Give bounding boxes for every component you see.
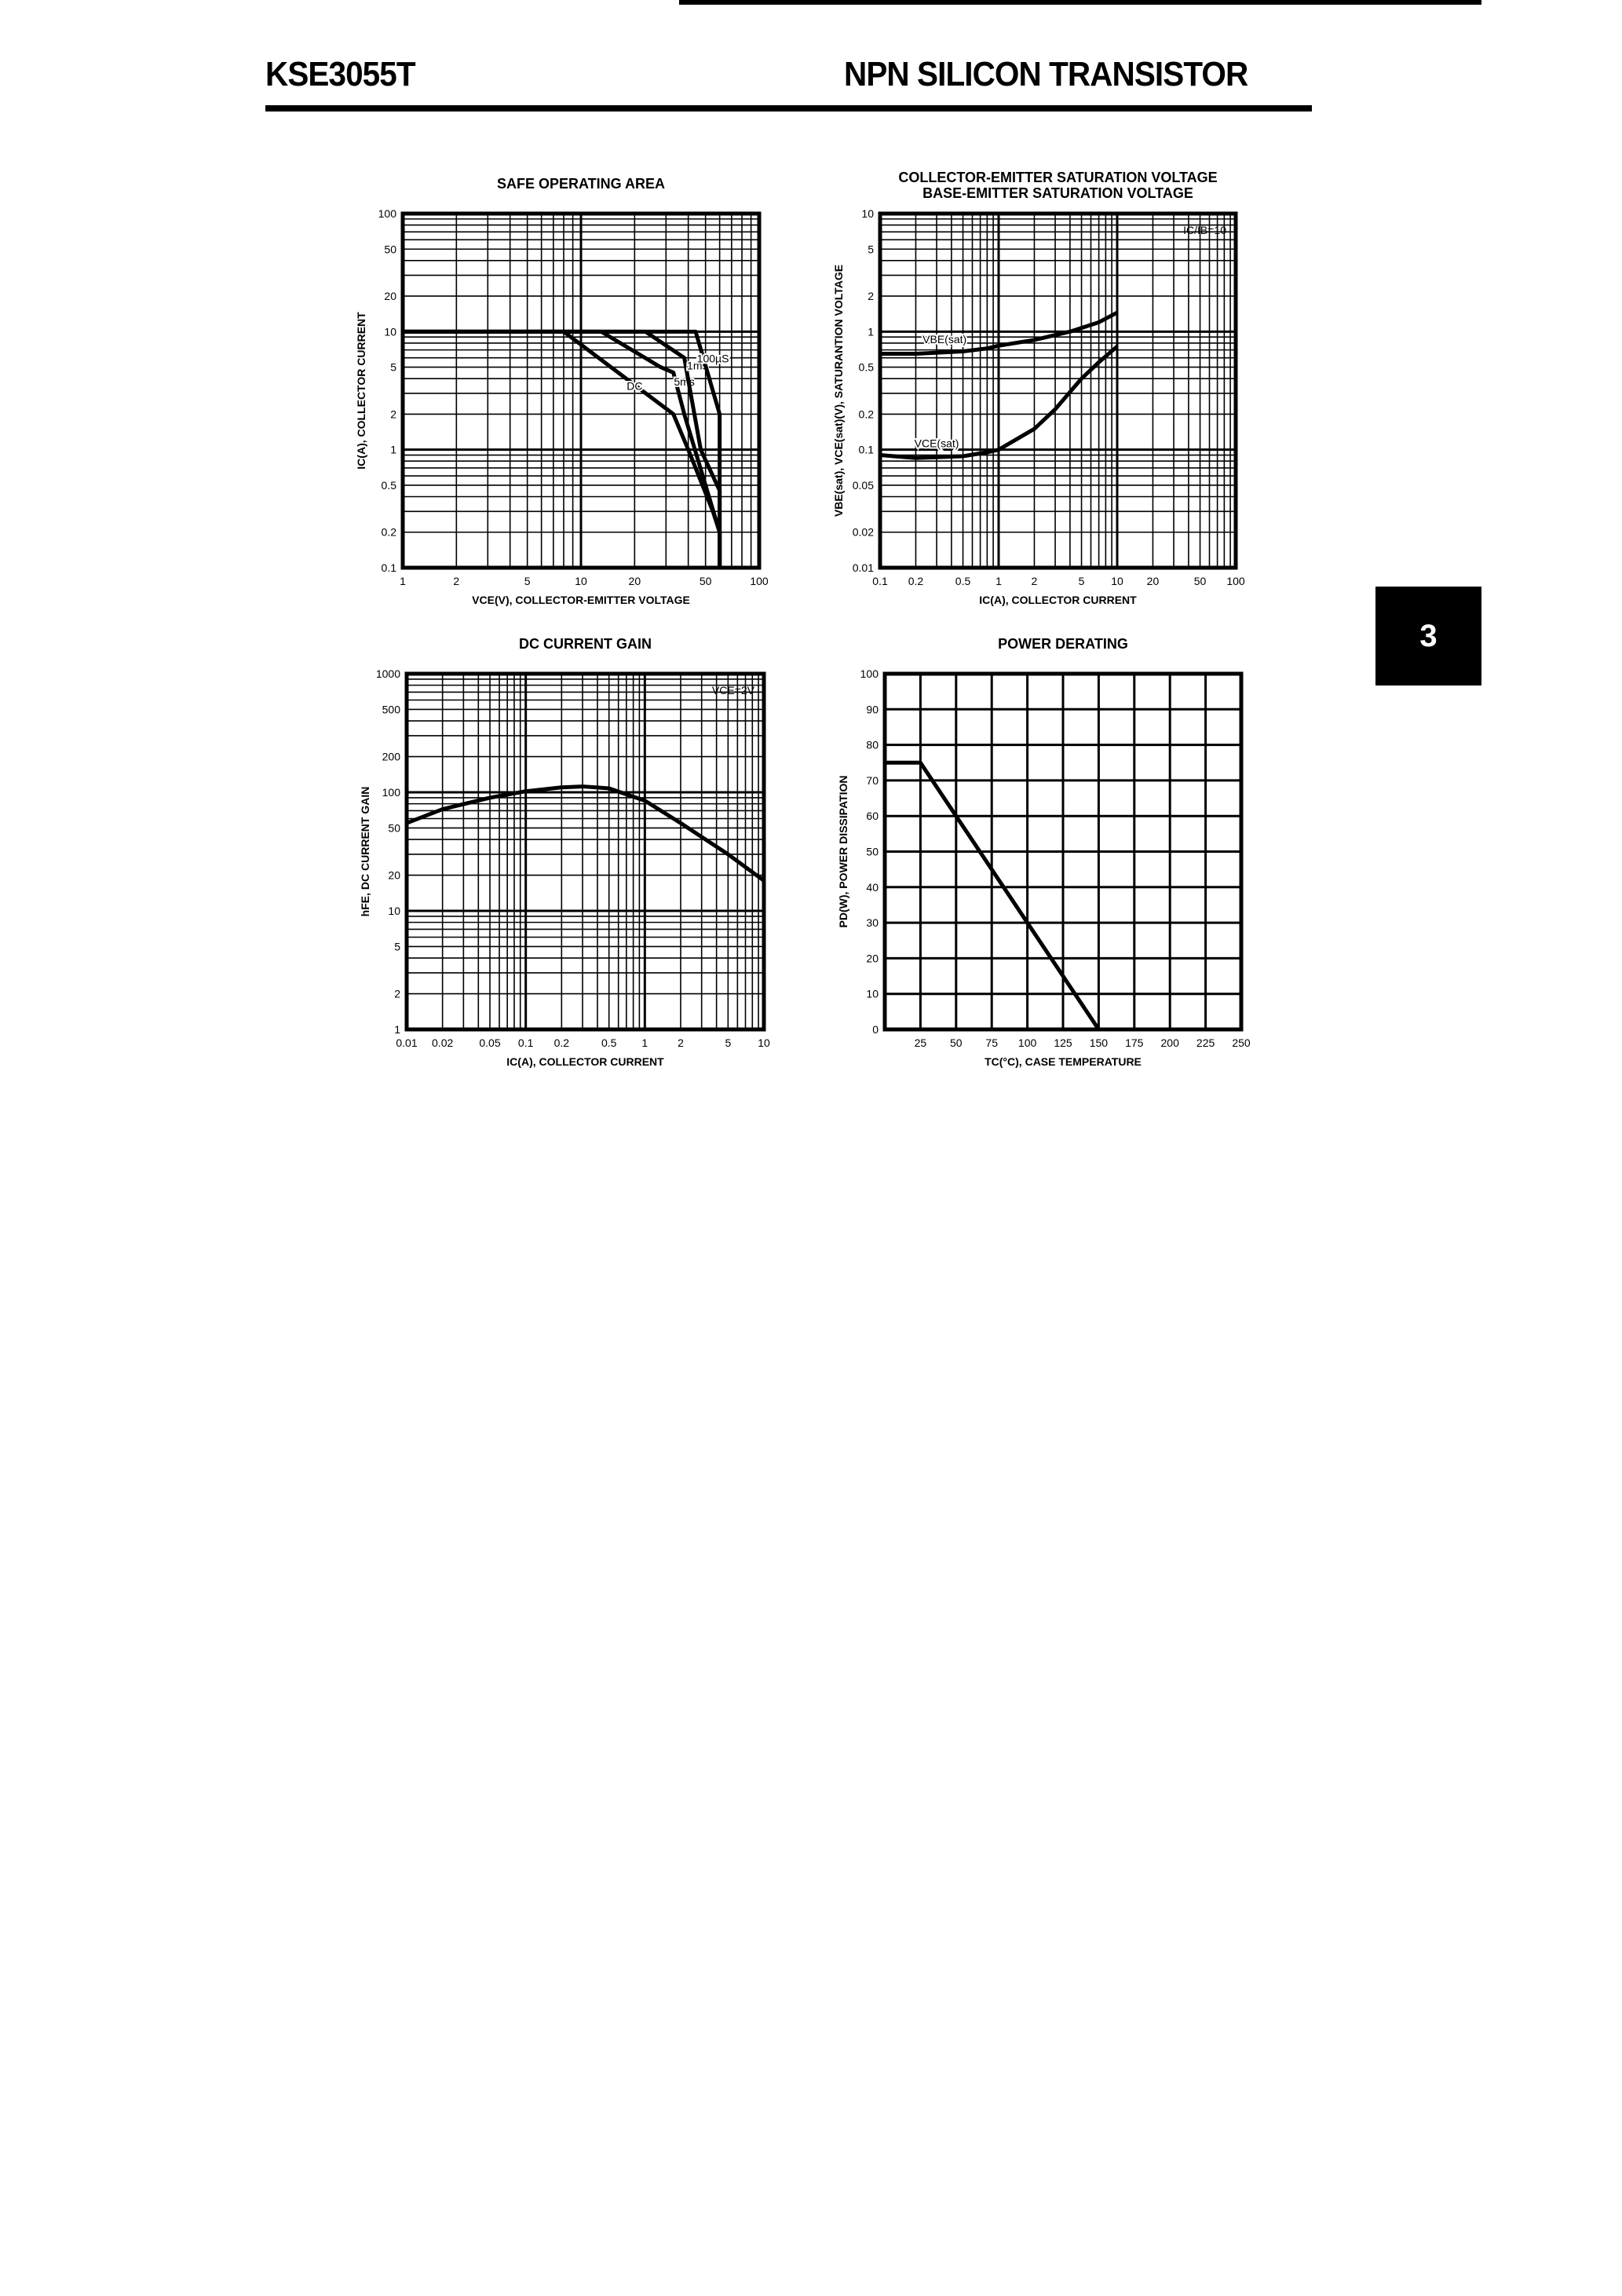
y-tick-label: 2 bbox=[390, 408, 396, 421]
x-tick-label: 75 bbox=[985, 1036, 998, 1049]
section-tab: 3 bbox=[1375, 587, 1481, 686]
x-tick-label: 100 bbox=[1017, 1036, 1037, 1049]
chart-title: POWER DERATING bbox=[998, 636, 1128, 652]
chart-4 bbox=[837, 636, 1251, 1068]
x-tick-label: 20 bbox=[1146, 575, 1160, 587]
x-tick-label: 2 bbox=[453, 575, 460, 587]
y-tick-label: 40 bbox=[866, 880, 879, 894]
y-tick-label: 0.1 bbox=[858, 443, 874, 456]
device-type: NPN SILICON TRANSISTOR bbox=[844, 55, 1248, 93]
y-tick-label: 20 bbox=[866, 952, 879, 965]
y-tick-label: 5 bbox=[868, 243, 874, 256]
y-tick-label: 2 bbox=[868, 290, 874, 303]
y-tick-label: 50 bbox=[866, 845, 879, 858]
chart-title: SAFE OPERATING AREA bbox=[496, 176, 666, 192]
y-tick-label: 50 bbox=[384, 243, 396, 256]
x-tick-label: 5 bbox=[524, 575, 531, 587]
y-tick-label: 200 bbox=[382, 750, 400, 763]
x-tick-label: 1 bbox=[400, 575, 406, 587]
y-tick-label: 1 bbox=[868, 325, 874, 338]
y-tick-label: 0.01 bbox=[852, 561, 874, 574]
y-tick-label: 100 bbox=[382, 786, 400, 799]
x-axis-label: VCE(V), COLLECTOR-EMITTER VOLTAGE bbox=[472, 594, 690, 606]
x-tick-label: 175 bbox=[1125, 1036, 1144, 1049]
x-tick-label: 50 bbox=[950, 1036, 963, 1049]
y-axis-label: IC(A), COLLECTOR CURRENT bbox=[355, 312, 367, 470]
series-label: 1ms bbox=[687, 359, 708, 372]
series-label: VCE(sat) bbox=[914, 437, 959, 450]
y-tick-label: 5 bbox=[394, 940, 400, 953]
series-line-hFE bbox=[407, 787, 764, 881]
y-axis-label: PD(W), POWER DISSIPATION bbox=[837, 775, 849, 928]
y-tick-label: 0.5 bbox=[381, 478, 396, 492]
series-label: 5ms bbox=[674, 375, 695, 388]
x-tick-label: 10 bbox=[758, 1036, 770, 1049]
x-tick-label: 0.1 bbox=[517, 1036, 534, 1049]
x-tick-label: 0.05 bbox=[479, 1036, 501, 1049]
x-tick-label: 100 bbox=[750, 575, 769, 587]
x-tick-label: 150 bbox=[1089, 1036, 1109, 1049]
y-tick-label: 10 bbox=[384, 325, 396, 338]
y-tick-label: 100 bbox=[378, 207, 396, 220]
y-tick-label: 1000 bbox=[375, 667, 400, 680]
x-tick-label: 250 bbox=[1232, 1036, 1251, 1049]
y-tick-label: 60 bbox=[866, 810, 879, 823]
x-axis-label: IC(A), COLLECTOR CURRENT bbox=[506, 1055, 664, 1068]
y-axis-label: hFE, DC CURRENT GAIN bbox=[359, 786, 371, 917]
x-tick-label: 50 bbox=[1193, 575, 1207, 587]
part-number: KSE3055T bbox=[265, 55, 415, 93]
plot-frame bbox=[407, 674, 764, 1029]
chart-3 bbox=[359, 636, 770, 1068]
x-tick-label: 0.2 bbox=[908, 575, 924, 587]
x-tick-label: 10 bbox=[575, 575, 587, 587]
y-tick-label: 20 bbox=[384, 290, 396, 303]
y-tick-label: 0 bbox=[872, 1023, 879, 1036]
y-tick-label: 5 bbox=[390, 360, 396, 374]
y-tick-label: 10 bbox=[866, 987, 879, 1000]
chart-2 bbox=[832, 170, 1245, 606]
y-tick-label: 500 bbox=[382, 703, 400, 716]
y-tick-label: 1 bbox=[394, 1023, 400, 1036]
x-tick-label: 50 bbox=[699, 575, 712, 587]
y-tick-label: 20 bbox=[388, 868, 400, 882]
x-tick-label: 20 bbox=[628, 575, 641, 587]
annotation: VCE=2V bbox=[711, 684, 754, 696]
y-tick-label: 0.5 bbox=[858, 360, 874, 374]
chart-1 bbox=[355, 176, 769, 606]
x-tick-label: 25 bbox=[914, 1036, 927, 1049]
chart-title: DC CURRENT GAIN bbox=[519, 636, 652, 652]
series-label: 100µS bbox=[696, 352, 729, 365]
plot-frame bbox=[880, 214, 1236, 568]
y-tick-label: 80 bbox=[866, 738, 879, 751]
y-tick-label: 100 bbox=[860, 667, 879, 680]
x-axis-label: IC(A), COLLECTOR CURRENT bbox=[979, 594, 1137, 606]
series-label: DC bbox=[627, 379, 643, 393]
y-axis-label: VBE(sat), VCE(sat)(V), SATURANTION VOLTAGE bbox=[832, 264, 845, 517]
y-tick-label: 10 bbox=[388, 905, 400, 917]
x-tick-label: 200 bbox=[1160, 1036, 1179, 1049]
x-tick-label: 0.1 bbox=[872, 575, 888, 587]
y-tick-label: 10 bbox=[861, 207, 874, 220]
x-tick-label: 2 bbox=[1031, 575, 1038, 587]
x-tick-label: 10 bbox=[1111, 575, 1123, 587]
x-tick-label: 0.5 bbox=[601, 1036, 617, 1049]
y-tick-label: 90 bbox=[866, 703, 879, 716]
annotation: IC/IB=10 bbox=[1183, 224, 1226, 236]
x-tick-label: 2 bbox=[678, 1036, 684, 1049]
x-tick-label: 5 bbox=[725, 1036, 732, 1049]
y-tick-label: 1 bbox=[390, 443, 396, 456]
chart-subtitle: BASE-EMITTER SATURATION VOLTAGE bbox=[922, 185, 1193, 201]
x-axis-label: TC(°C), CASE TEMPERATURE bbox=[985, 1055, 1142, 1068]
chart-title: COLLECTOR-EMITTER SATURATION VOLTAGE bbox=[898, 170, 1218, 185]
y-tick-label: 0.2 bbox=[381, 525, 396, 539]
x-tick-label: 100 bbox=[1226, 575, 1245, 587]
y-tick-label: 2 bbox=[394, 987, 400, 1000]
x-tick-label: 225 bbox=[1196, 1036, 1215, 1049]
x-tick-label: 1 bbox=[641, 1036, 648, 1049]
x-tick-label: 0.01 bbox=[396, 1036, 418, 1049]
y-tick-label: 0.1 bbox=[381, 561, 396, 574]
y-tick-label: 70 bbox=[866, 773, 879, 787]
y-tick-label: 0.05 bbox=[852, 478, 874, 492]
y-tick-label: 0.2 bbox=[858, 408, 874, 421]
y-tick-label: 50 bbox=[388, 821, 400, 835]
x-tick-label: 0.02 bbox=[432, 1036, 454, 1049]
series-label: VBE(sat) bbox=[922, 332, 967, 345]
x-tick-label: 125 bbox=[1054, 1036, 1072, 1049]
y-tick-label: 0.02 bbox=[852, 525, 874, 539]
x-tick-label: 0.2 bbox=[553, 1036, 570, 1049]
x-tick-label: 1 bbox=[995, 575, 1002, 587]
y-tick-label: 30 bbox=[866, 916, 879, 930]
x-tick-label: 0.5 bbox=[955, 575, 971, 587]
x-tick-label: 5 bbox=[1078, 575, 1085, 587]
